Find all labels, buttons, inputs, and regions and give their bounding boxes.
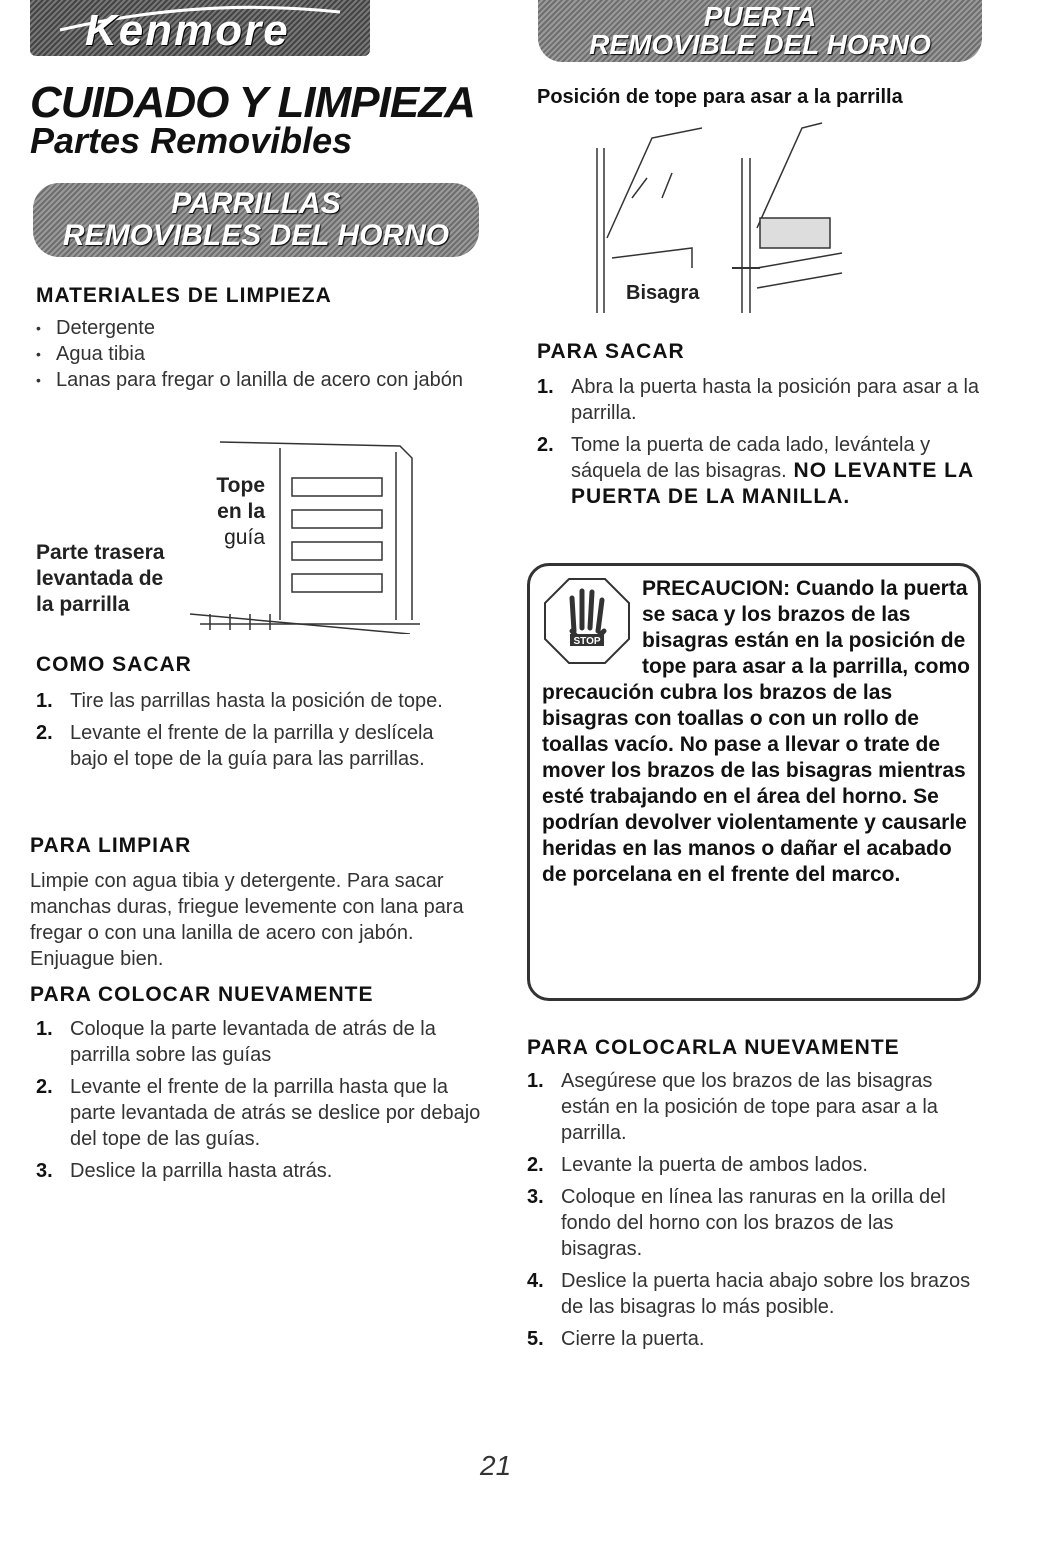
replace-door-steps	[527, 1068, 975, 1358]
list-item	[527, 1152, 975, 1178]
list-item	[527, 1068, 975, 1146]
clean-heading: PARA LIMPIAR	[30, 834, 192, 857]
step-number: 2.	[36, 1076, 53, 1098]
clean-text: Limpie con agua tibia y detergente. Para sacar manchas duras, friegue levemente con lana para fregar o con una lanilla de acero con jabón. Enjuague bien.	[30, 870, 464, 970]
list-item	[527, 1184, 975, 1262]
replace-racks-steps	[36, 1016, 482, 1190]
caution-text-wrapper	[542, 576, 970, 888]
remove-door-heading: PARA SACAR	[537, 340, 685, 363]
step-text: Coloque la parte levantada de atrás de la parrilla sobre las guías	[70, 1018, 436, 1066]
list-item: • Agua tibia	[36, 341, 476, 367]
page-number: 21	[480, 1450, 512, 1481]
stop-label-line: guía	[224, 526, 265, 549]
list-item: • Detergente	[36, 315, 476, 341]
materials-heading: MATERIALES DE LIMPIEZA	[36, 284, 332, 307]
list-item	[36, 1016, 482, 1068]
rear-label-line: Parte trasera	[36, 541, 165, 564]
list-item	[537, 374, 985, 426]
stop-icon	[542, 576, 642, 680]
list-item	[527, 1326, 975, 1352]
stop-sign-icon	[542, 576, 632, 666]
stop-label-line: Tope	[216, 474, 265, 497]
step-text: Levante la puerta de ambos lados.	[561, 1154, 868, 1176]
step-text: Levante el frente de la parrilla y deslícela bajo el tope de la guía para las parrillas.	[70, 722, 434, 770]
list-item	[527, 1268, 975, 1320]
step-number: 4.	[527, 1270, 544, 1292]
step-number: 5.	[527, 1328, 544, 1350]
step-text: Tome la puerta de cada lado, levántela y sáquela de las bisagras.	[571, 434, 931, 482]
list-item	[537, 432, 985, 510]
step-text: Abra la puerta hasta la posición para asar a la parrilla.	[571, 376, 980, 424]
step-text: Tire las parrillas hasta la posición de tope.	[70, 690, 443, 712]
stop-sign-label: STOP	[573, 636, 601, 647]
caution-text: PRECAUCION: Cuando la puerta se saca y los brazos de las bisagras están en la posición de tope para asar a la parrilla, como precaución cubra los brazos de las bisagras con toallas o con un rollo de toallas vacío. No pase a llevar o trate de mover los brazos de las bisagras mientras esté trabajando en el área del horno. Se podrían devolver violentamente y causarle heridas en las manos o dañar el acabado de porcelana en el frente del marco.	[542, 577, 970, 886]
figure-caption: Posición de tope para asar a la parrilla	[537, 86, 903, 108]
door-banner-line1: PUERTA	[703, 1, 817, 32]
caution-box	[527, 563, 981, 1001]
stop-label	[203, 473, 265, 551]
remove-racks-steps	[36, 688, 476, 778]
step-number: 3.	[36, 1160, 53, 1182]
step-text: Cierre la puerta.	[561, 1328, 705, 1350]
list-item	[36, 1074, 482, 1152]
remove-racks-heading: COMO SACAR	[36, 653, 192, 676]
step-number: 3.	[527, 1186, 544, 1208]
racks-banner-line1: PARRILLAS	[171, 187, 341, 220]
step-text: Asegúrese que los brazos de las bisagras están en la posición de tope para asar a la parrilla.	[561, 1070, 938, 1144]
door-banner-line2: REMOVIBLE DEL HORNO	[589, 29, 931, 60]
remove-door-steps	[537, 374, 985, 516]
step-text: Levante el frente de la parrilla hasta que la parte levantada de atrás se deslice por debajo del tope de las guías.	[70, 1076, 481, 1150]
step-warning-text: NO LEVANTE LA PUERTA DE LA MANILLA.	[571, 459, 974, 508]
racks-banner	[33, 183, 479, 257]
list-item: • Lanas para fregar o lanilla de acero con jabón	[36, 367, 476, 393]
step-text: Deslice la parrilla hasta atrás.	[70, 1160, 333, 1182]
list-item	[36, 720, 476, 772]
rear-label-line: la parrilla	[36, 593, 130, 616]
replace-racks-heading: PARA COLOCAR NUEVAMENTE	[30, 983, 374, 1006]
page-subtitle: Partes Removibles	[30, 120, 353, 161]
hinge-label: Bisagra	[626, 282, 700, 304]
step-number: 1.	[527, 1070, 544, 1092]
replace-door-heading: PARA COLOCARLA NUEVAMENTE	[527, 1036, 900, 1059]
rear-label	[36, 540, 164, 618]
page-title: CUIDADO Y LIMPIEZA	[30, 78, 475, 127]
materials-list	[36, 315, 476, 393]
step-text: Coloque en línea las ranuras en la orilla del fondo del horno con los brazos de las bisagras.	[561, 1186, 946, 1260]
step-text: Deslice la puerta hacia abajo sobre los brazos de las bisagras lo más posible.	[561, 1270, 971, 1318]
stop-label-line: en la	[217, 500, 265, 523]
step-number: 2.	[537, 434, 554, 456]
racks-banner-line2: REMOVIBLES DEL HORNO	[62, 219, 450, 252]
rear-label-line: levantada de	[36, 567, 164, 590]
step-number: 1.	[537, 376, 554, 398]
step-number: 2.	[527, 1154, 544, 1176]
list-item	[36, 1158, 482, 1184]
step-number: 2.	[36, 722, 53, 744]
list-item	[36, 688, 476, 714]
step-number: 1.	[36, 1018, 53, 1040]
logo-text: Kenmore	[85, 6, 290, 55]
door-banner	[538, 0, 982, 62]
kenmore-logo	[30, 0, 370, 56]
step-number: 1.	[36, 690, 53, 712]
